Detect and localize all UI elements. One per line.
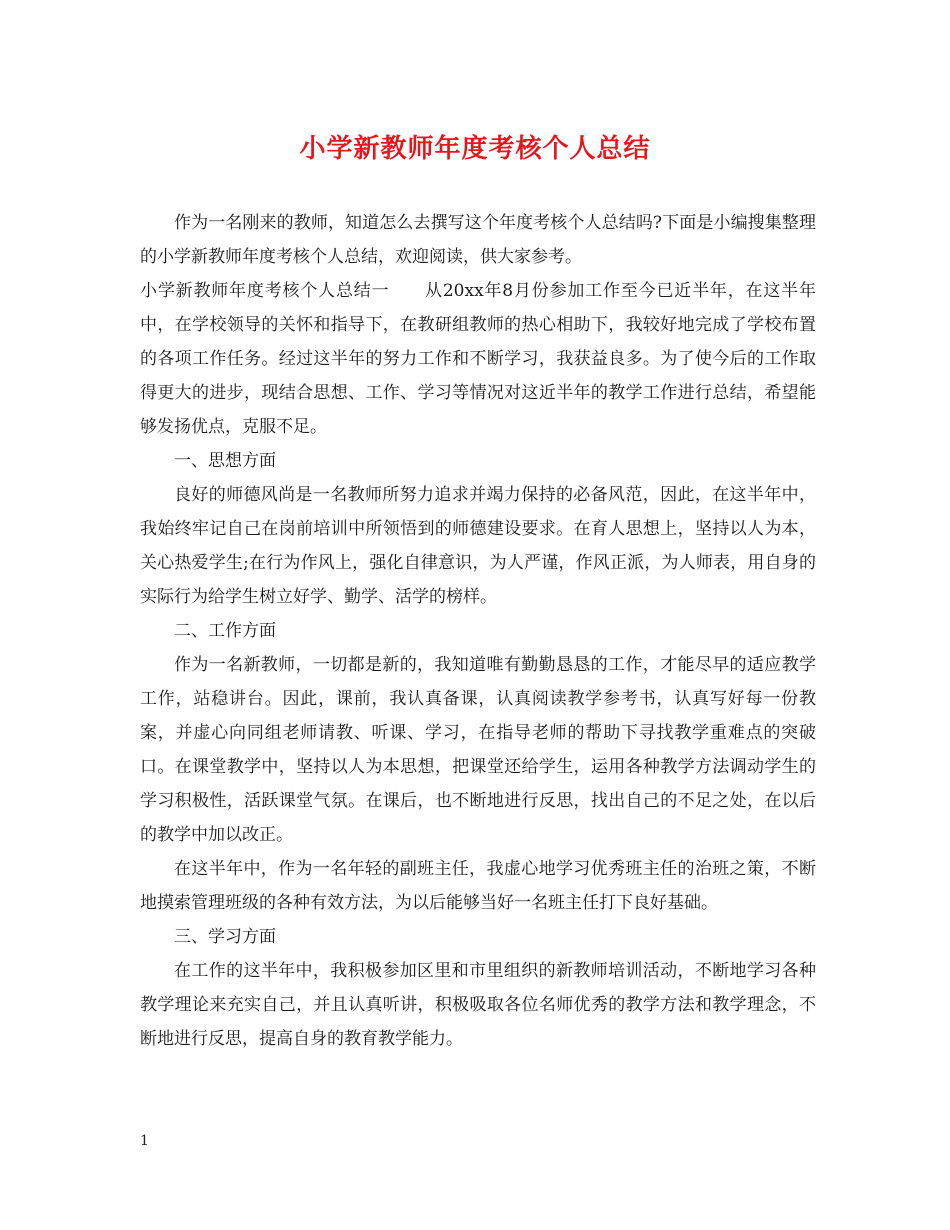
paragraph-class-teacher: 在这半年中，作为一名年轻的副班主任，我虚心地学习优秀班主任的治班之策，不断地摸索管理班级的各种有效方法，为以后能够当好一名班主任打下良好基础。 <box>140 859 816 913</box>
document-body <box>140 206 816 1056</box>
paragraph-thought: 良好的师德风尚是一名教师所努力追求并竭力保持的必备风范，因此，在这半年中，我始终牢记自己在岗前培训中所领悟到的师德建设要求。在育人思想上，坚持以人为本，关心热爱学生;在行为作风上，强化自律意识，为人严谨，作风正派，为人师表，用自身的实际行为给学生树立好学、勤学、活学的榜样。 <box>140 485 816 607</box>
section-heading-thought: 一、思想方面 <box>174 451 276 471</box>
section-heading-work: 二、工作方面 <box>174 621 276 641</box>
paragraph-study: 在工作的这半年中，我积极参加区里和市里组织的新教师培训活动，不断地学习各种教学理论来充实自己，并且认真听讲，积极吸取各位名师优秀的教学方法和教学理念，不断地进行反思，提高自身的教育教学能力。 <box>140 961 816 1049</box>
paragraph-work: 作为一名新教师，一切都是新的，我知道唯有勤勤恳恳的工作，才能尽早的适应教学工作，站稳讲台。因此，课前，我认真备课，认真阅读教学参考书，认真写好每一份教案，并虚心向同组老师请教、听课、学习，在指导老师的帮助下寻找教学重难点的突破口。在课堂教学中，坚持以人为本思想，把课堂还给学生，运用各种教学方法调动学生的学习积极性，活跃课堂气氛。在课后，也不断地进行反思，找出自己的不足之处，在以后的教学中加以改正。 <box>140 655 816 845</box>
paragraph-summary-one: 小学新教师年度考核个人总结一 从20xx年8月份参加工作至今已近半年，在这半年中，在学校领导的关怀和指导下，在教研组教师的热心相助下，我较好地完成了学校布置的各项工作任务。经过这半年的努力工作和不断学习，我获益良多。为了使今后的工作取得更大的进步，现结合思想、工作、学习等情况对这近半年的教学工作进行总结，希望能够发扬优点，克服不足。 <box>140 281 816 437</box>
page-number: 1 <box>140 1133 149 1149</box>
paragraph-intro: 作为一名刚来的教师，知道怎么去撰写这个年度考核个人总结吗?下面是小编搜集整理的小学新教师年度考核个人总结，欢迎阅读，供大家参考。 <box>140 213 816 267</box>
document-title: 小学新教师年度考核个人总结 <box>299 134 651 164</box>
section-heading-study: 三、学习方面 <box>174 927 276 947</box>
